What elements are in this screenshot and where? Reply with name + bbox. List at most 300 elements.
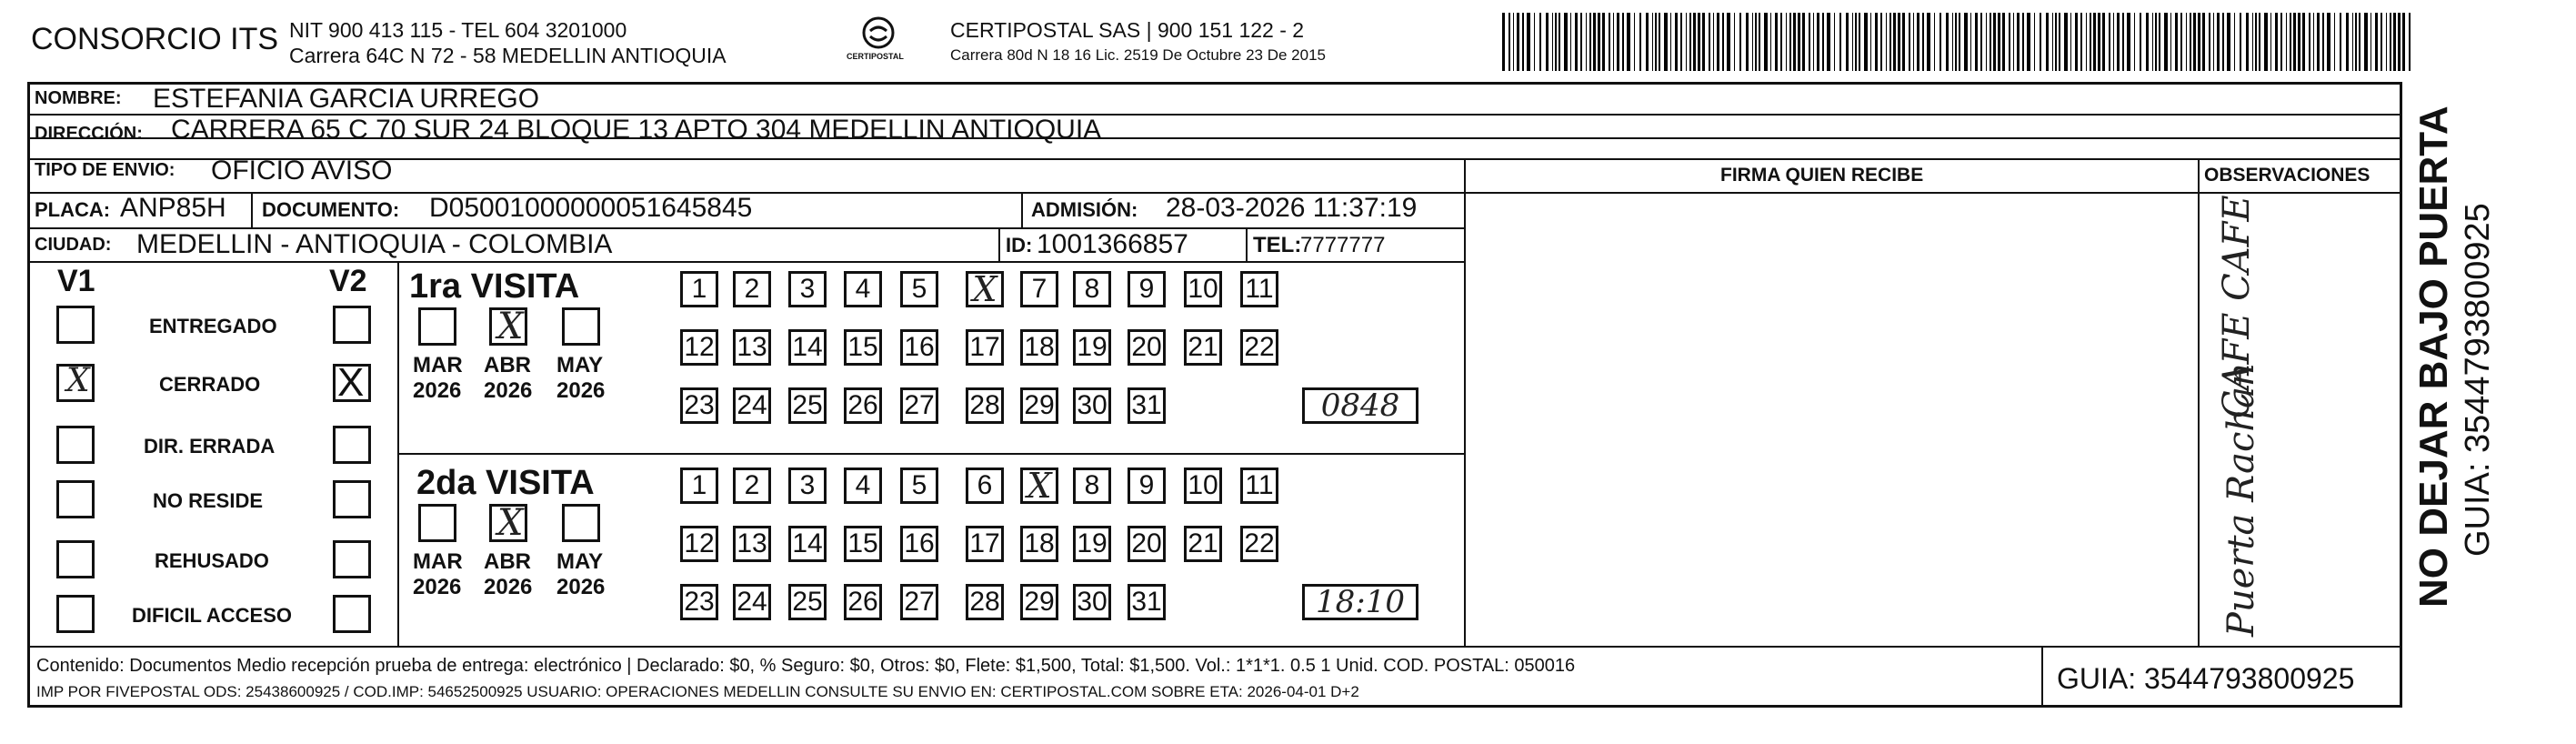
barcode-bar: [2113, 13, 2114, 71]
barcode-bar: [1990, 13, 1991, 71]
second-visit-day-5[interactable]: 5: [900, 468, 938, 504]
logo-text: CERTIPOSTAL: [847, 52, 904, 61]
barcode-bar: [1927, 13, 1930, 71]
v1-checkbox[interactable]: [56, 426, 95, 464]
first-visit-day-23[interactable]: 23: [680, 387, 718, 424]
barcode-bar: [1859, 13, 1860, 71]
first-visit-day-15[interactable]: 15: [844, 329, 882, 366]
barcode-bar: [1513, 13, 1514, 71]
second-visit-day-1[interactable]: 1: [680, 468, 718, 504]
barcode-bar: [1546, 13, 1549, 71]
barcode-bar: [2322, 13, 2324, 71]
barcode-bar: [1713, 13, 1714, 71]
first-visit-day-11[interactable]: 11: [1240, 271, 1278, 307]
barcode-bar: [1659, 13, 1660, 71]
first-visit-day-22[interactable]: 22: [1240, 329, 1278, 366]
status-label: NO RESIDE: [153, 489, 264, 512]
barcode-bar: [2298, 13, 2300, 71]
barcode-bar: [1680, 13, 1682, 71]
obs-handwriting-2: Puerta Rachan: [2220, 363, 2262, 637]
barcode-bar: [1964, 13, 1968, 71]
barcode-bar: [1870, 13, 1871, 71]
barcode-bar: [1559, 13, 1560, 71]
barcode-bar: [2046, 13, 2049, 71]
barcode-bar: [2122, 13, 2124, 71]
barcode-bar: [2117, 13, 2120, 71]
barcode-bar: [2134, 13, 2135, 71]
second-visit-day-23[interactable]: 23: [680, 584, 718, 620]
first-visit-day-6[interactable]: [966, 271, 1004, 307]
second-visit-day-17[interactable]: 17: [966, 526, 1004, 562]
first-visit-day-13[interactable]: 13: [733, 329, 771, 366]
first-visit-day-31[interactable]: 31: [1128, 387, 1166, 424]
barcode-bar: [2275, 13, 2278, 71]
barcode-bar: [1993, 13, 1996, 71]
barcode-bar: [1534, 13, 1535, 71]
barcode-bar: [1664, 13, 1668, 71]
second-visit-day-mark: X: [1027, 466, 1052, 506]
first-visit-month-checkbox-abr[interactable]: [489, 307, 527, 346]
barcode-bar: [2086, 13, 2087, 71]
documento-label: DOCUMENTO:: [262, 198, 400, 221]
barcode-bar: [1980, 13, 1982, 71]
v1-checkbox[interactable]: [56, 480, 95, 518]
second-visit-day-12[interactable]: 12: [680, 526, 718, 562]
barcode-bar: [2286, 13, 2287, 71]
second-visit-day-7[interactable]: [1020, 468, 1058, 504]
barcode-bar: [1670, 13, 1671, 71]
barcode-bar: [1917, 13, 1919, 71]
certipostal-logo: [841, 13, 916, 71]
first-visit-month-label: ABR: [484, 353, 531, 377]
barcode-bar: [2075, 13, 2078, 71]
barcode-bar: [1598, 13, 1600, 71]
second-visit-month-checkbox-may[interactable]: [562, 504, 600, 542]
v2-checkbox[interactable]: [333, 426, 371, 464]
first-visit-day-18[interactable]: 18: [1020, 329, 1058, 366]
v2-checkbox[interactable]: [333, 480, 371, 518]
placa-label: PLACA:: [35, 198, 111, 221]
barcode-bar: [2252, 13, 2253, 71]
barcode-bar: [1875, 13, 1878, 71]
barcode-bar: [1539, 13, 1541, 71]
barcode-bar: [1617, 13, 1619, 71]
barcode-bar: [2127, 13, 2130, 71]
second-visit-day-9[interactable]: 9: [1128, 468, 1166, 504]
barcode-bar: [1827, 13, 1830, 71]
second-visit-day-29[interactable]: 29: [1020, 584, 1058, 620]
barcode-bar: [1959, 13, 1960, 71]
footer-guia: GUIA: 3544793800925: [2057, 662, 2355, 695]
documento-value: D05001000000051645845: [429, 193, 753, 223]
barcode-bar: [2359, 13, 2360, 71]
barcode-bar: [2140, 13, 2141, 71]
barcode-bar: [1517, 13, 1519, 71]
second-visit-day-8[interactable]: 8: [1073, 468, 1111, 504]
barcode-bar: [1564, 13, 1568, 71]
first-visit-day-26[interactable]: 26: [844, 387, 882, 424]
barcode-bar: [2334, 13, 2335, 71]
barcode-bar: [1770, 13, 1771, 71]
first-visit-day-24[interactable]: 24: [733, 387, 771, 424]
second-visit-month-label: ABR: [484, 549, 531, 574]
barcode-bar: [2055, 13, 2057, 71]
first-visit-day-8[interactable]: 8: [1073, 271, 1111, 307]
barcode-bar: [1852, 13, 1853, 71]
v1-checkbox[interactable]: [56, 306, 95, 344]
barcode-bar: [2017, 13, 2020, 71]
barcode-bar: [2059, 13, 2060, 71]
first-visit-day-25[interactable]: 25: [788, 387, 827, 424]
barcode-bar: [1639, 13, 1641, 71]
side-guia: GUIA: 3544793800925: [2459, 203, 2497, 557]
first-visit-year-label: 2026: [556, 378, 606, 403]
first-visit-month-mark: X: [497, 306, 524, 347]
second-visit-year-label: 2026: [413, 575, 462, 599]
barcode-bar: [1775, 13, 1778, 71]
company-name: CONSORCIO ITS: [31, 22, 279, 56]
barcode-bar: [2209, 13, 2210, 71]
status-label: REHUSADO: [155, 549, 269, 572]
barcode-bar: [2213, 13, 2214, 71]
first-visit-month-checkbox-may[interactable]: [562, 307, 600, 346]
barcode-bar: [1613, 13, 1614, 71]
second-visit-day-19[interactable]: 19: [1073, 526, 1111, 562]
barcode-bar: [2022, 13, 2024, 71]
barcode-bar: [1940, 13, 1941, 71]
first-visit-day-28[interactable]: 28: [966, 387, 1004, 424]
admision-value: 28-03-2026 11:37:19: [1166, 193, 1418, 223]
second-visit-day-13[interactable]: 13: [733, 526, 771, 562]
barcode-bar: [1764, 13, 1768, 71]
first-visit-year-label: 2026: [484, 378, 533, 403]
id-value: 1001366857: [1037, 229, 1188, 259]
first-visit-day-1[interactable]: 1: [680, 271, 718, 307]
barcode-bar: [1509, 13, 1510, 71]
barcode-bar: [2190, 13, 2191, 71]
admision-label: ADMISIÓN:: [1031, 198, 1138, 221]
barcode-bar: [1934, 13, 1935, 71]
first-visit-day-21[interactable]: 21: [1184, 329, 1222, 366]
first-visit-day-4[interactable]: 4: [844, 271, 882, 307]
ciudad-label: CIUDAD:: [35, 235, 112, 255]
first-visit-day-16[interactable]: 16: [900, 329, 938, 366]
tel-label: TEL:: [1253, 233, 1302, 257]
barcode-bar: [1880, 13, 1882, 71]
barcode-bar: [1622, 13, 1624, 71]
barcode-bar: [2246, 13, 2249, 71]
barcode-bar: [2381, 13, 2382, 71]
barcode-bar: [1580, 13, 1582, 71]
barcode-bar: [2109, 13, 2110, 71]
barcode-bar: [2009, 13, 2010, 71]
v2-checkbox[interactable]: [333, 360, 371, 405]
direccion-value: CARRERA 65 C 70 SUR 24 BLOQUE 13 APTO 304 MEDELLIN ANTIOQUIA: [171, 115, 1102, 145]
barcode-bar: [1798, 13, 1800, 71]
barcode-bar: [1898, 13, 1900, 71]
second-visit-day-3[interactable]: 3: [788, 468, 827, 504]
barcode-bar: [1552, 13, 1553, 71]
barcode-bar: [2355, 13, 2357, 71]
barcode-bar: [2155, 13, 2157, 71]
first-visit-month-label: MAR: [413, 353, 463, 377]
barcode-bar: [1652, 13, 1653, 71]
barcode-bar: [1922, 13, 1924, 71]
barcode-bar: [1589, 13, 1591, 71]
first-visit-day-30[interactable]: 30: [1073, 387, 1111, 424]
barcode-bar: [2034, 13, 2035, 71]
barcode-bar: [1686, 13, 1687, 71]
barcode-bar: [2102, 13, 2105, 71]
barcode-bar: [2302, 13, 2305, 71]
second-visit-day-27[interactable]: 27: [900, 584, 938, 620]
first-visit-day-9[interactable]: 9: [1128, 271, 1166, 307]
barcode-bar: [2013, 13, 2014, 71]
barcode-bar: [2402, 13, 2405, 71]
barcode-bar: [1864, 13, 1868, 71]
second-visit-day-31[interactable]: 31: [1128, 584, 1166, 620]
barcode-bar: [2217, 13, 2220, 71]
second-visit-day-6[interactable]: 6: [966, 468, 1004, 504]
second-visit-day-4[interactable]: 4: [844, 468, 882, 504]
barcode-bar: [2259, 13, 2260, 71]
barcode-bar: [2090, 13, 2091, 71]
first-visit-day-2[interactable]: 2: [733, 271, 771, 307]
barcode-bar: [1655, 13, 1657, 71]
barcode-bar: [1717, 13, 1719, 71]
barcode-bar: [2393, 13, 2396, 71]
barcode-bar: [2309, 13, 2310, 71]
barcode-bar: [1702, 13, 1705, 71]
barcode-bar: [1902, 13, 1905, 71]
barcode-bar: [2027, 13, 2030, 71]
barcode-bar: [2390, 13, 2391, 71]
first-visit-title: 1ra VISITA: [409, 267, 580, 306]
second-visit-day-20[interactable]: 20: [1128, 526, 1166, 562]
barcode-bar: [1813, 13, 1814, 71]
barcode-bar: [2222, 13, 2224, 71]
second-visit-day-2[interactable]: 2: [733, 468, 771, 504]
placa-value: ANP85H: [120, 193, 226, 223]
v1-checkbox[interactable]: [56, 595, 95, 633]
barcode-bar: [2175, 13, 2178, 71]
second-visit-day-15[interactable]: 15: [844, 526, 882, 562]
barcode-bar: [2170, 13, 2171, 71]
second-visit-day-28[interactable]: 28: [966, 584, 1004, 620]
barcode-bar: [2346, 13, 2349, 71]
v2-checkbox[interactable]: [333, 540, 371, 578]
nombre-value: ESTEFANIA GARCIA URREGO: [153, 84, 540, 114]
barcode-bar: [2227, 13, 2230, 71]
barcode-bar: [1722, 13, 1724, 71]
courier-name: CERTIPOSTAL SAS | 900 151 122 - 2: [950, 18, 1305, 42]
barcode-bar: [1793, 13, 1796, 71]
second-visit-year-label: 2026: [556, 575, 606, 599]
barcode-bar: [1627, 13, 1630, 71]
barcode-bar: [1646, 13, 1649, 71]
barcode-bar: [2040, 13, 2041, 71]
second-visit-day-10[interactable]: 10: [1184, 468, 1222, 504]
observaciones-header: OBSERVACIONES: [2204, 165, 2371, 186]
footer-line-1: Contenido: Documentos Medio recepción prueba de entrega: electrónico | Declarado: $0, % Seguro: $0, Otros: $0, Flete: $1,500, Total: $1,500. Vol.: 1*1*1. 0.5 1 Unid. COD. POSTAL: 050016: [36, 656, 1576, 676]
barcode-bar: [2146, 13, 2149, 71]
barcode-bar: [1602, 13, 1605, 71]
barcode-bar: [1675, 13, 1678, 71]
barcode-bar: [2193, 13, 2196, 71]
second-visit-year-label: 2026: [484, 575, 533, 599]
barcode-bar: [1570, 13, 1571, 71]
barcode-bar: [2340, 13, 2341, 71]
second-visit-month-label: MAY: [556, 549, 604, 574]
obs-handwriting-1: CAFE CAFE: [2216, 195, 2258, 418]
barcode-bar: [1802, 13, 1805, 71]
barcode-bar: [2264, 13, 2268, 71]
direccion-label: DIRECCIÓN:: [35, 124, 143, 144]
second-visit-day-30[interactable]: 30: [1073, 584, 1111, 620]
status-label: DIR. ERRADA: [144, 435, 276, 457]
barcode-bar: [1634, 13, 1635, 71]
second-visit-day-24[interactable]: 24: [733, 584, 771, 620]
status-label: ENTREGADO: [149, 315, 277, 337]
v1-checkbox[interactable]: [56, 364, 95, 402]
barcode-bar: [2386, 13, 2387, 71]
barcode-bar: [1734, 13, 1735, 71]
barcode-bar: [2202, 13, 2205, 71]
second-visit-title: 2da VISITA: [416, 464, 595, 502]
barcode-bar: [1975, 13, 1978, 71]
first-visit-day-5[interactable]: 5: [900, 271, 938, 307]
second-visit-day-22[interactable]: 22: [1240, 526, 1278, 562]
second-visit-day-21[interactable]: 21: [1184, 526, 1222, 562]
barcode-bar: [1575, 13, 1578, 71]
barcode-bar: [2164, 13, 2168, 71]
first-visit-day-20[interactable]: 20: [1128, 329, 1166, 366]
barcode-bar: [2052, 13, 2053, 71]
barcode-bar: [1746, 13, 1749, 71]
second-visit-day-14[interactable]: 14: [788, 526, 827, 562]
barcode-bar: [2180, 13, 2182, 71]
second-visit-month-checkbox-mar[interactable]: [418, 504, 456, 542]
barcode-bar: [1755, 13, 1757, 71]
barcode-bar: [2240, 13, 2241, 71]
second-visit-month-checkbox-abr[interactable]: [489, 504, 527, 542]
barcode-bar: [1609, 13, 1610, 71]
barcode-bar: [1809, 13, 1810, 71]
barcode-bar: [1970, 13, 1971, 71]
barcode-bar: [2327, 13, 2330, 71]
barcode-bar: [1586, 13, 1587, 71]
v1-handwritten-mark: X: [66, 362, 90, 399]
first-visit-day-29[interactable]: 29: [1020, 387, 1058, 424]
first-visit-day-17[interactable]: 17: [966, 329, 1004, 366]
v1-label: V1: [57, 264, 95, 298]
barcode-bar: [1986, 13, 1987, 71]
second-visit-time: 18:10: [1316, 584, 1405, 620]
second-visit-day-25[interactable]: 25: [788, 584, 827, 620]
barcode-bar: [1889, 13, 1891, 71]
barcode-bar: [1952, 13, 1953, 71]
second-visit-day-26[interactable]: 26: [844, 584, 882, 620]
barcode-bar: [1759, 13, 1760, 71]
barcode: [1502, 13, 2411, 71]
first-visit-time-box[interactable]: [1302, 387, 1418, 424]
barcode-bar: [2234, 13, 2235, 71]
first-visit-day-12[interactable]: 12: [680, 329, 718, 366]
tipo-label: TIPO DE ENVIO:: [35, 160, 175, 180]
first-visit-day-10[interactable]: 10: [1184, 271, 1222, 307]
barcode-bar: [1786, 13, 1787, 71]
barcode-bar: [2093, 13, 2096, 71]
first-visit-month-label: MAY: [556, 353, 604, 377]
barcode-bar: [1839, 13, 1841, 71]
firma-header: FIRMA QUIEN RECIBE: [1720, 165, 1924, 186]
second-visit-day-11[interactable]: 11: [1240, 468, 1278, 504]
barcode-bar: [1739, 13, 1741, 71]
barcode-bar: [1998, 13, 2000, 71]
second-visit-day-16[interactable]: 16: [900, 526, 938, 562]
barcode-bar: [2064, 13, 2068, 71]
barcode-bar: [2290, 13, 2291, 71]
barcode-bar: [1593, 13, 1596, 71]
barcode-bar: [1893, 13, 1896, 71]
barcode-bar: [2317, 13, 2320, 71]
barcode-bar: [2352, 13, 2353, 71]
barcode-bar: [1909, 13, 1910, 71]
barcode-bar: [1522, 13, 1524, 71]
second-visit-day-18[interactable]: 18: [1020, 526, 1058, 562]
barcode-bar: [2152, 13, 2153, 71]
barcode-bar: [1752, 13, 1753, 71]
company-address: Carrera 64C N 72 - 58 MEDELLIN ANTIOQUIA: [289, 44, 727, 67]
barcode-bar: [1886, 13, 1887, 71]
first-visit-day-mark: X: [972, 269, 997, 309]
ciudad-value: MEDELLIN - ANTIOQUIA - COLOMBIA: [136, 229, 613, 259]
first-visit-day-7[interactable]: 7: [1020, 271, 1058, 307]
barcode-bar: [1855, 13, 1857, 71]
barcode-bar: [1709, 13, 1710, 71]
first-visit-day-19[interactable]: 19: [1073, 329, 1111, 366]
logo-mark-icon: [841, 13, 916, 71]
first-visit-time: 0848: [1320, 387, 1400, 424]
barcode-bar: [1946, 13, 1949, 71]
tipo-value: OFICIO AVISO: [211, 156, 393, 186]
courier-address: Carrera 80d N 18 16 Lic. 2519 De Octubre 23 De 2015: [950, 46, 1326, 64]
v2-checkbox[interactable]: [333, 595, 371, 633]
first-visit-day-27[interactable]: 27: [900, 387, 938, 424]
status-label: DIFICIL ACCESO: [132, 604, 293, 627]
barcode-bar: [1555, 13, 1557, 71]
barcode-bar: [2186, 13, 2187, 71]
barcode-bar: [2375, 13, 2378, 71]
v2-checkbox[interactable]: [333, 306, 371, 344]
barcode-bar: [2198, 13, 2200, 71]
barcode-bar: [2293, 13, 2296, 71]
barcode-bar: [2080, 13, 2082, 71]
barcode-bar: [1727, 13, 1730, 71]
tel-value: 7777777: [1300, 233, 1386, 257]
second-visit-time-box[interactable]: [1302, 584, 1418, 620]
first-visit-day-3[interactable]: 3: [788, 271, 827, 307]
barcode-bar: [1502, 13, 1505, 71]
barcode-bar: [2159, 13, 2160, 71]
barcode-bar: [1817, 13, 1819, 71]
first-visit-month-checkbox-mar[interactable]: [418, 307, 456, 346]
v1-checkbox[interactable]: [56, 540, 95, 578]
barcode-bar: [1822, 13, 1824, 71]
barcode-bar: [1846, 13, 1849, 71]
second-visit-month-mark: X: [497, 502, 524, 544]
first-visit-day-14[interactable]: 14: [788, 329, 827, 366]
